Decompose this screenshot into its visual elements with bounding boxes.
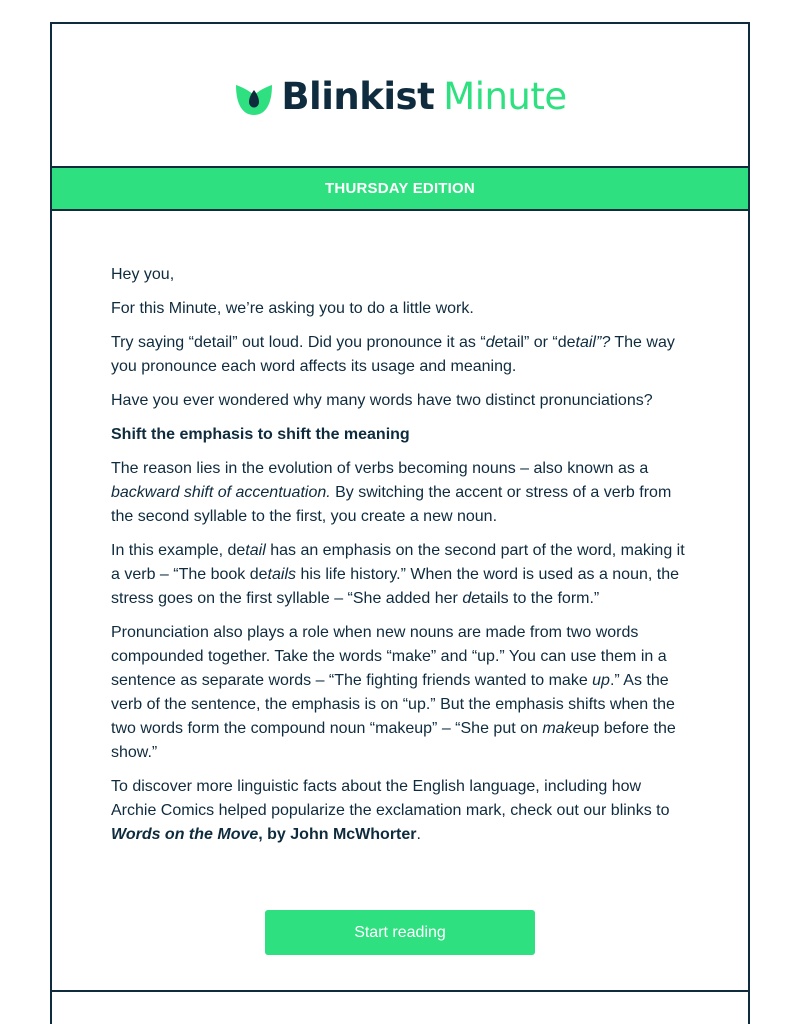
cta-container [111,857,689,955]
emphasis-run: make [542,720,582,737]
text-run: The way you pronounce each word affects its usage and meaning. [111,334,675,375]
blinkist-minute-logo[interactable] [233,75,566,117]
paragraph-3: Have you ever wondered why many words have two distinct pronunciations? [111,392,653,409]
emphasis-run: backward shift of accentuation. [111,484,331,501]
emphasis-run: tail [245,542,266,559]
email-body [52,211,748,955]
book-link[interactable] [111,826,417,843]
paragraph-2 [111,331,689,379]
paragraph-7 [111,775,689,847]
blinkist-leaf-icon [233,75,275,117]
logo-text-blinkist: Blinkist [281,74,435,118]
email-frame [50,22,750,1024]
emphasis-run: tails [267,566,296,583]
text-run: The reason lies in the evolution of verbs becoming nouns – also known as a [111,460,649,477]
email-header [52,24,748,168]
text-run: By switching the accent or stress of a verb from the second syllable to the first, you create a new noun. [111,484,672,525]
text-run: his life history.” When the word is used as a noun, the stress goes on the first syllable – “She added her [111,566,680,607]
emphasis-run: tail”? [575,334,611,351]
paragraph-4 [111,457,689,529]
emphasis-run: de [462,590,481,607]
text-run: tail” or “de [503,334,576,351]
edition-banner: THURSDAY EDITION [52,168,748,211]
paragraph-6 [111,621,689,765]
logo-text-minute: Minute [443,74,567,118]
text-run: tails to the form.” [480,590,600,607]
book-author: , by John McWhorter [258,826,417,843]
text-run: Pronunciation also plays a role when new nouns are made from two words compounded together. Take the words “make” and “up.” You can use them in a sentence as separate words – “The fighting friends wanted to make [111,624,667,689]
paragraph-1: For this Minute, we’re asking you to do a little work. [111,300,474,317]
start-reading-button[interactable]: Start reading [265,910,535,955]
section-heading: Shift the emphasis to shift the meaning [111,426,410,443]
text-run: has an emphasis on the second part of the word, making it a verb – “The book de [111,542,685,583]
bottom-divider [50,990,750,992]
book-title: Words on the Move [111,826,259,843]
text-run: .” As the verb of the sentence, the emphasis is on “up.” But the emphasis shifts when the two words form the compound noun “makeup” – “She put on [111,672,675,737]
text-run: In this example, de [111,542,246,559]
text-run: To discover more linguistic facts about the English language, including how Archie Comics helped popularize the exclamation mark, check out our blinks to [111,778,670,819]
emphasis-run: up [592,672,610,689]
text-run: up before the show.” [111,720,676,761]
text-run: . [416,826,421,843]
text-run: Try saying “detail” out loud. Did you pronounce it as “ [111,334,486,351]
emphasis-run: de [485,334,504,351]
greeting: Hey you, [111,266,175,283]
paragraph-5 [111,539,689,611]
